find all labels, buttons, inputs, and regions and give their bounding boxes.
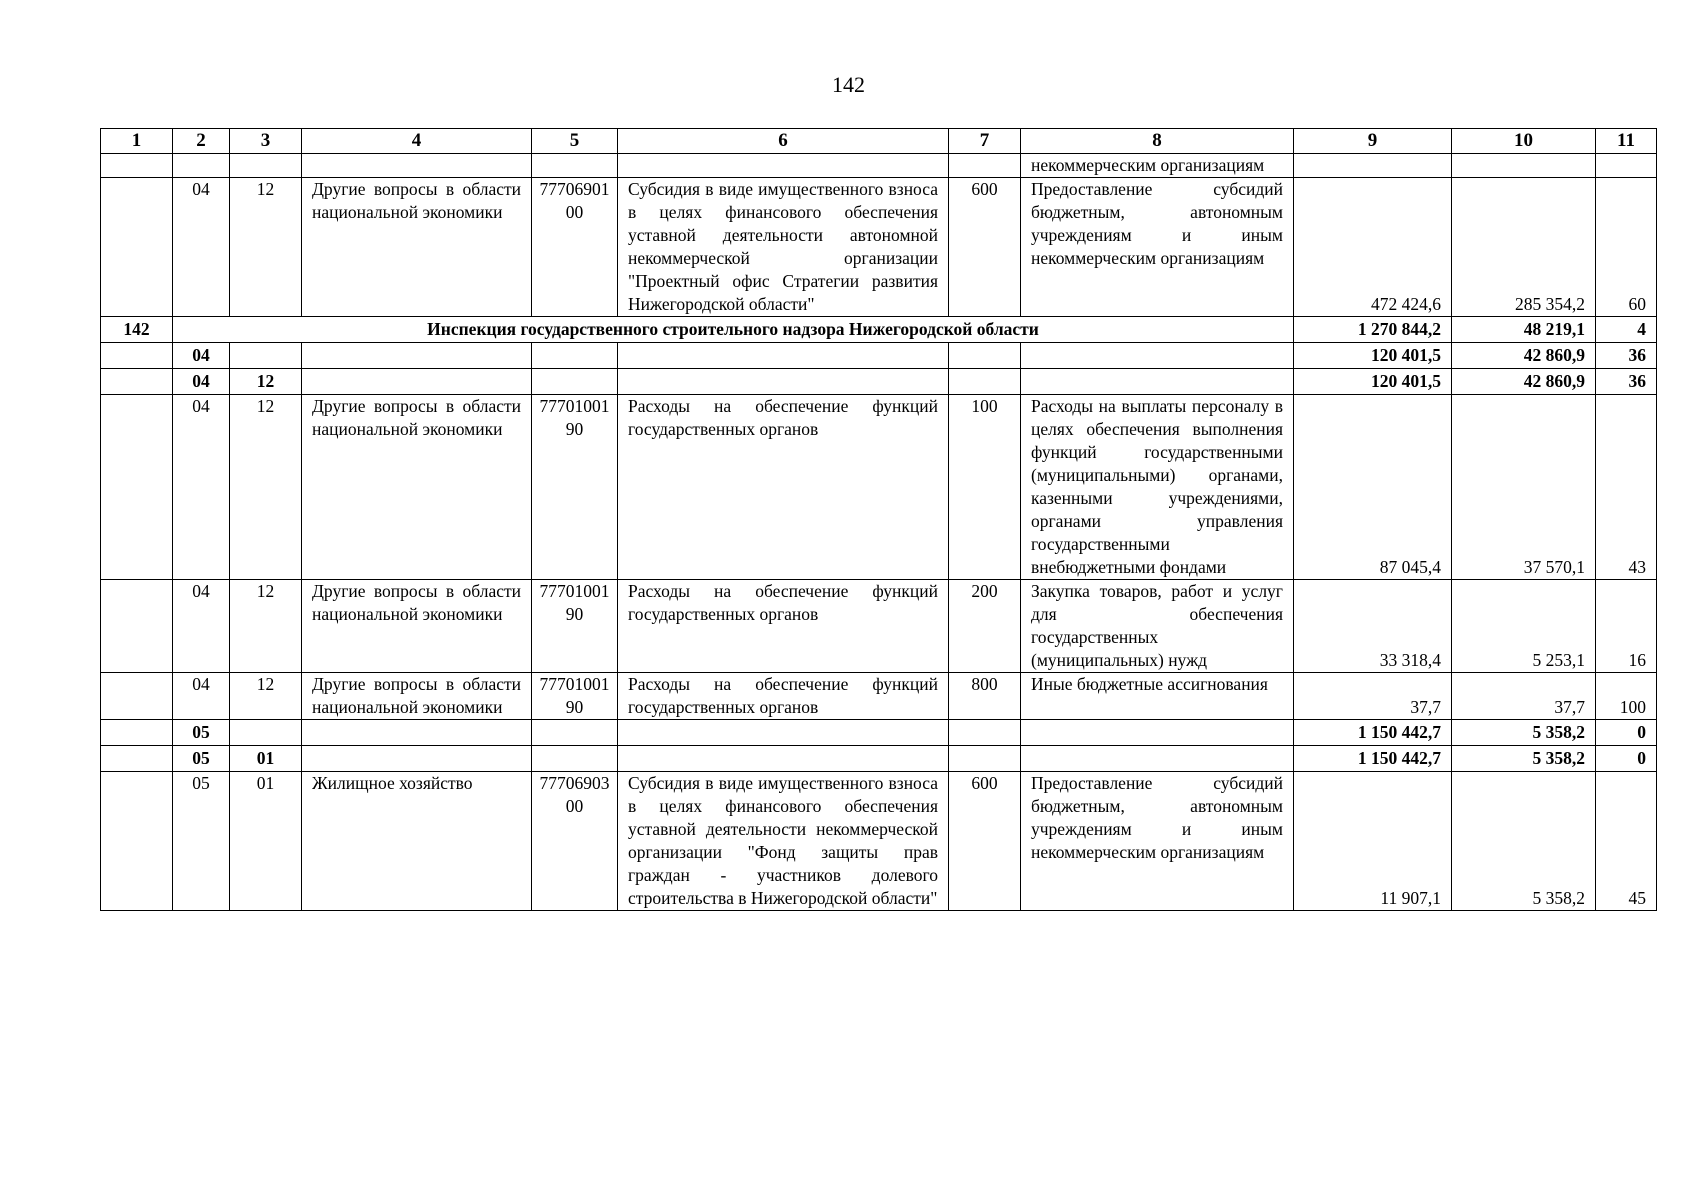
expense-type-cell: Предоставление субсидий бюджетным, автономным учреждениям и иным некоммерческим организациям	[1021, 772, 1294, 911]
section-total-row	[101, 343, 1657, 369]
expense-type-cell: Расходы на выплаты персоналу в целях обеспечения выполнения функций государственными (муниципальными) органами, казенными учреждениями, органами управления государственными внебюджетными фондами	[1021, 395, 1294, 580]
section-cell: 04	[173, 343, 230, 369]
percent-cell: 100	[1596, 673, 1657, 720]
section-total-row	[101, 720, 1657, 746]
section-cell: 04	[173, 369, 230, 395]
expense-code-cell: 200	[949, 580, 1021, 673]
actual-amount-cell: 37 570,1	[1452, 395, 1596, 580]
table-row	[101, 178, 1657, 317]
column-header: 7	[949, 129, 1021, 154]
actual-amount-cell: 37,7	[1452, 673, 1596, 720]
subsection-cell: 01	[230, 772, 302, 911]
actual-amount-cell: 5 253,1	[1452, 580, 1596, 673]
section-cell: 04	[173, 395, 230, 580]
plan-amount-cell: 1 270 844,2	[1294, 317, 1452, 343]
column-header: 2	[173, 129, 230, 154]
section-cell: 05	[173, 746, 230, 772]
percent-cell: 36	[1596, 369, 1657, 395]
actual-amount-cell: 48 219,1	[1452, 317, 1596, 343]
section-cell: 04	[173, 673, 230, 720]
percent-cell: 0	[1596, 746, 1657, 772]
percent-cell: 0	[1596, 720, 1657, 746]
column-header: 9	[1294, 129, 1452, 154]
actual-amount-cell: 5 358,2	[1452, 720, 1596, 746]
subsection-total-row	[101, 369, 1657, 395]
column-header: 10	[1452, 129, 1596, 154]
column-header: 6	[618, 129, 949, 154]
percent-cell: 16	[1596, 580, 1657, 673]
table-row	[101, 673, 1657, 720]
section-cell: 05	[173, 720, 230, 746]
page-number: 142	[832, 72, 865, 97]
target-name-cell: Расходы на обеспечение функций государственных органов	[618, 673, 949, 720]
subsection-name-cell: Другие вопросы в области национальной экономики	[302, 395, 532, 580]
column-header: 8	[1021, 129, 1294, 154]
expense-code-cell: 600	[949, 178, 1021, 317]
percent-cell: 36	[1596, 343, 1657, 369]
plan-amount-cell: 120 401,5	[1294, 343, 1452, 369]
plan-amount-cell: 33 318,4	[1294, 580, 1452, 673]
subsection-name-cell: Жилищное хозяйство	[302, 772, 532, 911]
target-code-cell: 7770690100	[532, 178, 618, 317]
column-header: 4	[302, 129, 532, 154]
section-cell: 05	[173, 772, 230, 911]
plan-amount-cell: 120 401,5	[1294, 369, 1452, 395]
expense-type-cell: некоммерческим организациям	[1021, 154, 1294, 178]
subsection-name-cell: Другие вопросы в области национальной экономики	[302, 673, 532, 720]
actual-amount-cell: 285 354,2	[1452, 178, 1596, 317]
percent-cell: 43	[1596, 395, 1657, 580]
subsection-total-row	[101, 746, 1657, 772]
target-name-cell: Субсидия в виде имущественного взноса в целях финансового обеспечения уставной деятельности автономной некоммерческой организации "Проектный офис Стратегии развития Нижегородской области"	[618, 178, 949, 317]
subsection-cell: 12	[230, 369, 302, 395]
column-header: 3	[230, 129, 302, 154]
percent-cell: 4	[1596, 317, 1657, 343]
target-code-cell: 7770690300	[532, 772, 618, 911]
actual-amount-cell: 42 860,9	[1452, 343, 1596, 369]
column-header: 5	[532, 129, 618, 154]
subsection-cell: 12	[230, 673, 302, 720]
table-row	[101, 580, 1657, 673]
percent-cell: 60	[1596, 178, 1657, 317]
target-name-cell: Субсидия в виде имущественного взноса в целях финансового обеспечения уставной деятельности некоммерческой организации "Фонд защиты прав граждан - участников долевого строительства в Нижегородской области"	[618, 772, 949, 911]
target-name-cell: Расходы на обеспечение функций государственных органов	[618, 580, 949, 673]
subsection-cell	[230, 720, 302, 746]
column-header: 11	[1596, 129, 1657, 154]
actual-amount-cell: 5 358,2	[1452, 772, 1596, 911]
subsection-cell: 12	[230, 580, 302, 673]
target-code-cell: 7770100190	[532, 580, 618, 673]
plan-amount-cell: 11 907,1	[1294, 772, 1452, 911]
table-row	[101, 772, 1657, 911]
expense-type-cell: Иные бюджетные ассигнования	[1021, 673, 1294, 720]
plan-amount-cell: 1 150 442,7	[1294, 720, 1452, 746]
section-cell: 04	[173, 580, 230, 673]
budget-table	[100, 128, 1657, 911]
subsection-cell: 01	[230, 746, 302, 772]
target-name-cell: Расходы на обеспечение функций государственных органов	[618, 395, 949, 580]
actual-amount-cell: 42 860,9	[1452, 369, 1596, 395]
organization-row	[101, 317, 1657, 343]
org-code-cell: 142	[101, 317, 173, 343]
column-number-row	[101, 129, 1657, 154]
column-header: 1	[101, 129, 173, 154]
target-code-cell: 7770100190	[532, 673, 618, 720]
table-row	[101, 395, 1657, 580]
plan-amount-cell: 472 424,6	[1294, 178, 1452, 317]
actual-amount-cell: 5 358,2	[1452, 746, 1596, 772]
table-row	[101, 154, 1657, 178]
percent-cell: 45	[1596, 772, 1657, 911]
expense-code-cell: 100	[949, 395, 1021, 580]
subsection-cell	[230, 343, 302, 369]
plan-amount-cell: 37,7	[1294, 673, 1452, 720]
org-title-cell: Инспекция государственного строительного надзора Нижегородской области	[173, 317, 1294, 343]
section-cell: 04	[173, 178, 230, 317]
expense-type-cell: Предоставление субсидий бюджетным, автономным учреждениям и иным некоммерческим организациям	[1021, 178, 1294, 317]
expense-type-cell: Закупка товаров, работ и услуг для обеспечения государственных (муниципальных) нужд	[1021, 580, 1294, 673]
target-code-cell: 7770100190	[532, 395, 618, 580]
subsection-name-cell: Другие вопросы в области национальной экономики	[302, 580, 532, 673]
subsection-name-cell: Другие вопросы в области национальной экономики	[302, 178, 532, 317]
subsection-cell: 12	[230, 178, 302, 317]
plan-amount-cell: 87 045,4	[1294, 395, 1452, 580]
subsection-cell: 12	[230, 395, 302, 580]
expense-code-cell: 800	[949, 673, 1021, 720]
expense-code-cell: 600	[949, 772, 1021, 911]
plan-amount-cell: 1 150 442,7	[1294, 746, 1452, 772]
